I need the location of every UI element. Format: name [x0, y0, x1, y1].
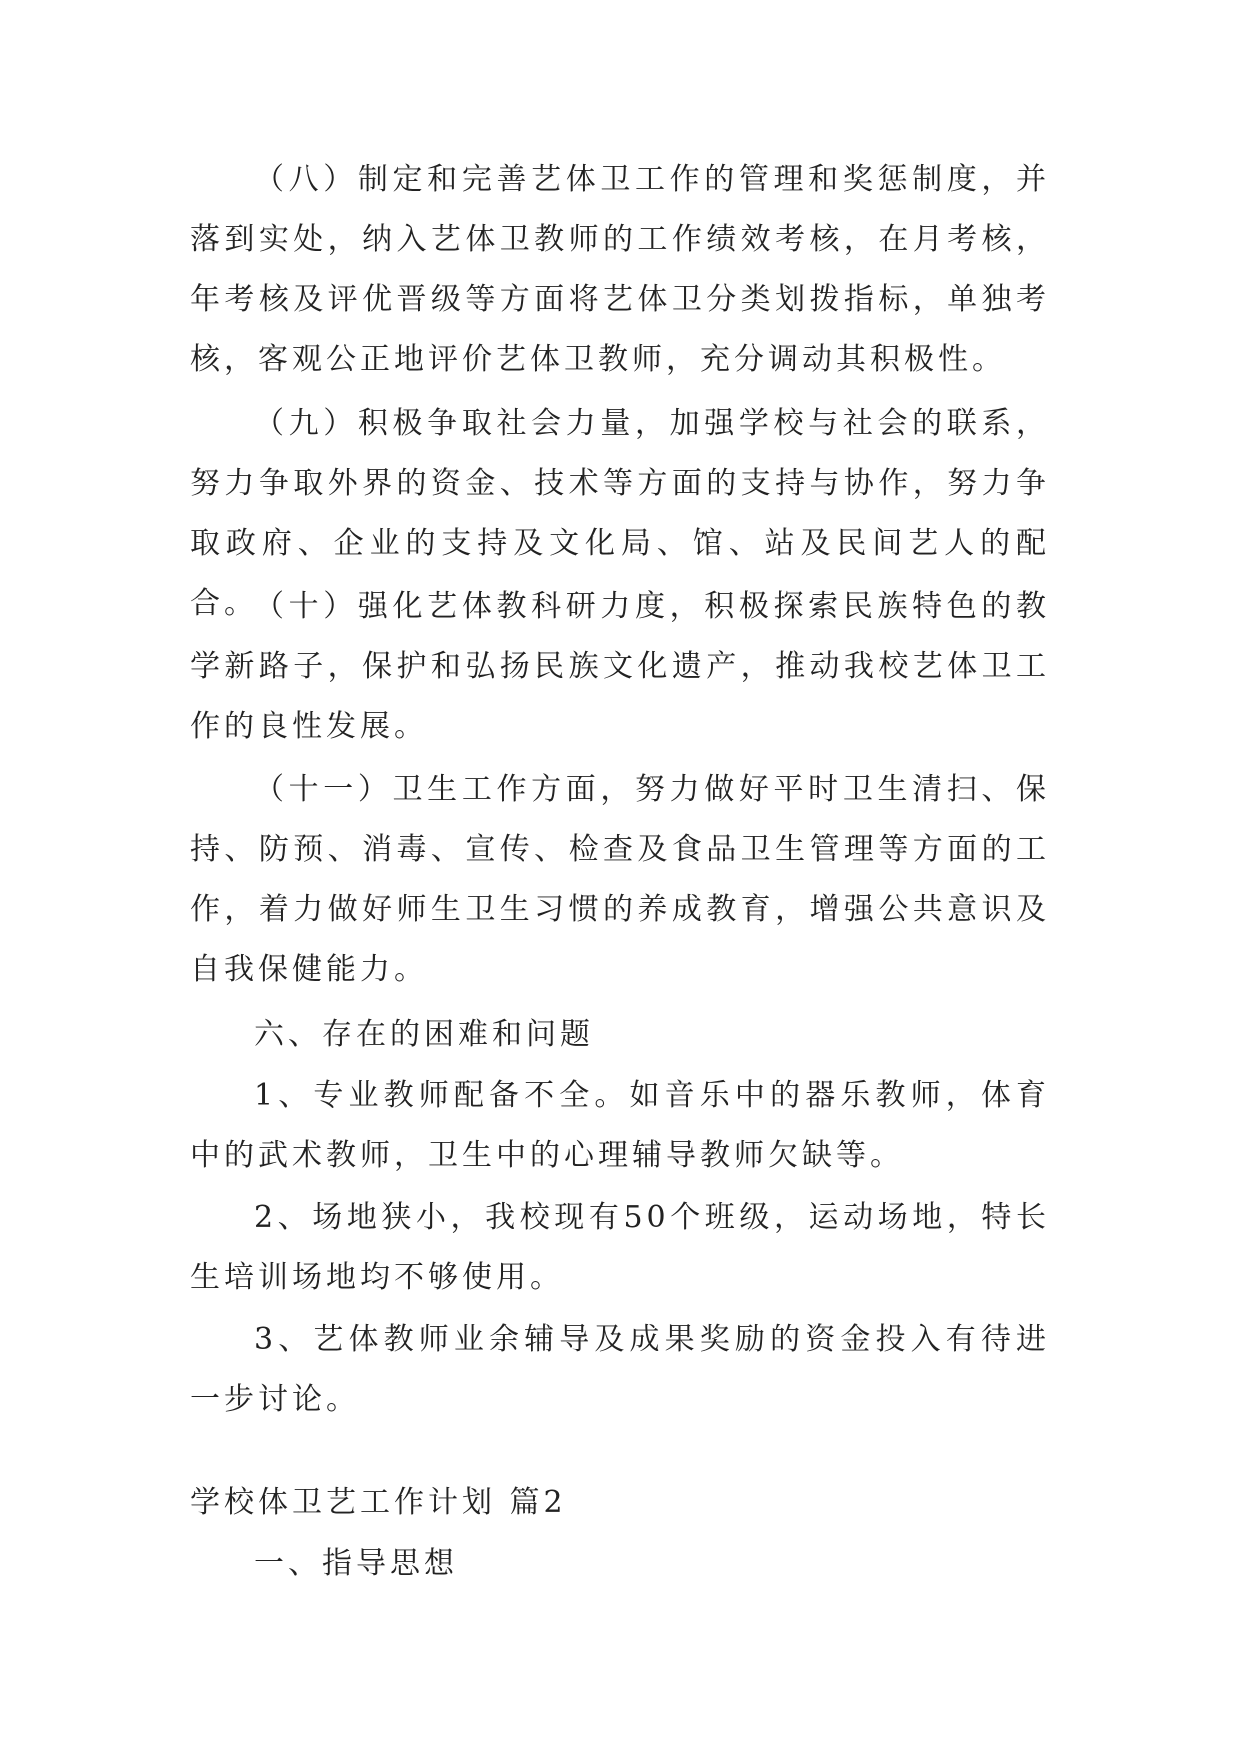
paragraph-8: （八）制定和完善艺体卫工作的管理和奖惩制度，并落到实处，纳入艺体卫教师的工作绩效考核，在月考核，年考核及评优晋级等方面将艺体卫分类划拨指标，单独考核，客观公正地评价艺体卫教师，充分调动其积极性。 — [190, 162, 1050, 377]
problem-item-1: 1、专业教师配备不全。如音乐中的器乐教师，体育中的武术教师，卫生中的心理辅导教师欠缺等。 — [190, 1078, 1050, 1173]
paragraph-11: （十一）卫生工作方面，努力做好平时卫生清扫、保持、防预、消毒、宣传、检查及食品卫生管理等方面的工作，着力做好师生卫生习惯的养成教育，增强公共意识及自我保健能力。 — [190, 772, 1050, 987]
paragraph-10: （十）强化艺体教科研力度，积极探索民族特色的教学新路子，保护和弘扬民族文化遗产，推动我校艺体卫工作的良性发展。 — [190, 589, 1050, 744]
section-heading-guiding-thought: 一、指导思想 — [254, 1546, 458, 1581]
paragraph-9: （九）积极争取社会力量，加强学校与社会的联系，努力争取外界的资金、技术等方面的支持与协作，努力争取政府、企业的支持及文化局、馆、站及民间艺人的配合。 — [190, 406, 1050, 621]
article-title: 学校体卫艺工作计划 篇2 — [190, 1485, 567, 1520]
section-heading-problems: 六、存在的困难和问题 — [254, 1017, 594, 1052]
problem-item-3: 3、艺体教师业余辅导及成果奖励的资金投入有待进一步讨论。 — [190, 1322, 1050, 1417]
problem-item-2: 2、场地狭小，我校现有50个班级，运动场地，特长生培训场地均不够使用。 — [190, 1200, 1050, 1295]
